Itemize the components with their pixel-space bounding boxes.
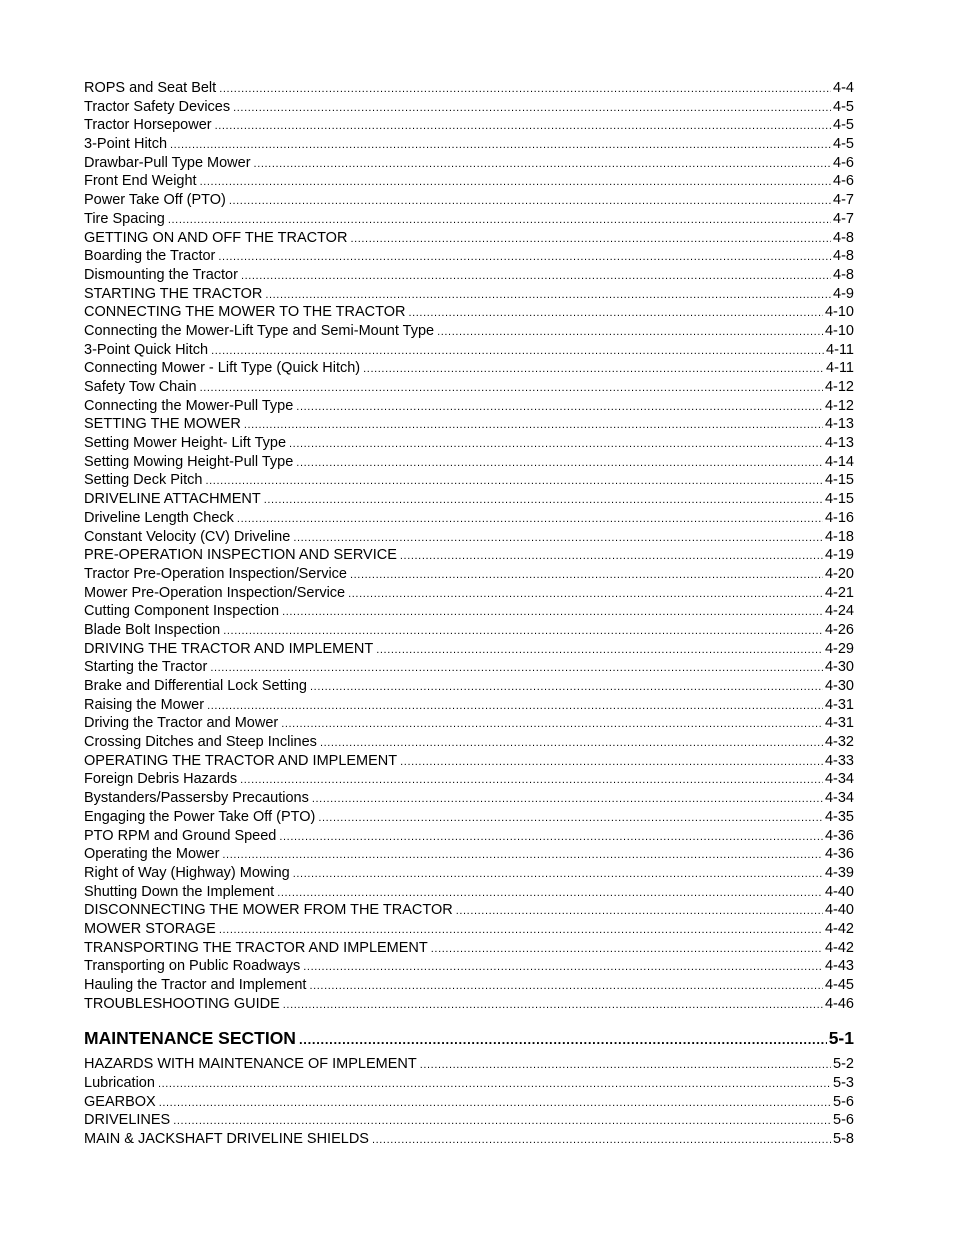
toc-entry-title: 3-Point Hitch <box>84 136 168 153</box>
toc-entry-page: 5-6 <box>833 1093 854 1110</box>
dot-leader <box>408 304 823 323</box>
toc-entry[interactable] <box>84 434 854 453</box>
dot-leader <box>320 734 823 753</box>
toc-entry-title: STARTING THE TRACTOR <box>84 285 263 302</box>
toc-entry[interactable] <box>84 322 854 341</box>
toc-entry-page: 5-6 <box>833 1112 854 1129</box>
toc-entry-page: 4-40 <box>824 883 854 900</box>
dot-leader <box>293 865 823 884</box>
toc-entry[interactable] <box>84 1130 854 1149</box>
toc-entry-title: Dismounting the Tractor <box>84 266 238 283</box>
toc-entry[interactable] <box>84 565 854 584</box>
toc-section-page: 5-1 <box>828 1028 854 1049</box>
toc-entry-title: DRIVING THE TRACTOR AND IMPLEMENT <box>84 640 374 657</box>
toc-entry-title: Safety Tow Chain <box>84 379 197 395</box>
dot-leader <box>400 547 823 566</box>
toc-entry-page: 4-13 <box>824 416 854 433</box>
toc-entry-title: ROPS and Seat Belt <box>84 80 217 96</box>
toc-entry-title: Tractor Pre-Operation Inspection/Service <box>84 565 347 582</box>
toc-entry-title: Drawbar-Pull Type Mower <box>84 154 251 171</box>
toc-entry-page: 4-21 <box>824 584 854 601</box>
toc-entry[interactable] <box>84 415 854 434</box>
toc-entry-page: 4-26 <box>824 621 854 638</box>
toc-entry-title: DRIVELINE ATTACHMENT <box>84 491 261 508</box>
dot-leader <box>309 977 823 996</box>
toc-entry-title: Crossing Ditches and Steep Inclines <box>84 734 317 751</box>
toc-entry-page: 4-11 <box>826 341 854 358</box>
toc-entry-title: CONNECTING THE MOWER TO THE TRACTOR <box>84 304 406 321</box>
dot-leader <box>318 809 823 828</box>
toc-entry-page: 4-15 <box>824 491 854 508</box>
toc-entry-title: Power Take Off (PTO) <box>84 192 226 209</box>
toc-entry[interactable] <box>84 939 854 958</box>
toc-entry[interactable] <box>84 714 854 733</box>
toc-entry-title: Bystanders/Passersby Precautions <box>84 790 309 807</box>
toc-entry-page: 4-7 <box>833 210 854 227</box>
toc-entry-page: 4-16 <box>824 509 854 526</box>
toc-entry-page: 4-31 <box>824 715 854 732</box>
toc-entry-title: Right of Way (Highway) Mowing <box>84 864 290 881</box>
toc-entry[interactable] <box>84 901 854 920</box>
toc-entry-title: Blade Bolt Inspection <box>84 621 221 638</box>
dot-leader <box>299 1025 827 1055</box>
toc-entry-page: 4-10 <box>824 304 854 321</box>
toc-entry-title: Setting Deck Pitch <box>84 472 203 489</box>
toc-entry-title: Connecting the Mower-Pull Type <box>84 397 294 414</box>
toc-entry-title: DISCONNECTING THE MOWER FROM THE TRACTOR <box>84 902 453 919</box>
toc-entry[interactable] <box>84 378 854 397</box>
dot-leader <box>237 510 823 529</box>
toc-entry[interactable] <box>84 210 854 229</box>
dot-leader <box>293 529 823 548</box>
dot-leader <box>348 585 823 604</box>
dot-leader <box>244 416 823 435</box>
toc-entry-page: 4-12 <box>824 397 854 414</box>
dot-leader <box>281 715 823 734</box>
dot-leader <box>372 1131 831 1150</box>
dot-leader <box>303 958 823 977</box>
dot-leader <box>229 192 831 211</box>
toc-entry-page: 5-8 <box>833 1131 854 1148</box>
toc-entry[interactable] <box>84 191 854 210</box>
toc-entry[interactable] <box>84 172 854 191</box>
toc-group-maintenance <box>84 1055 854 1148</box>
toc-entry-title: Engaging the Power Take Off (PTO) <box>84 808 316 825</box>
dot-leader <box>211 342 824 361</box>
toc-entry[interactable] <box>84 770 854 789</box>
dot-leader <box>279 828 823 847</box>
toc-entry[interactable] <box>84 135 854 154</box>
toc-entry-title: Shutting Down the Implement <box>84 883 275 900</box>
dot-leader <box>431 940 823 959</box>
toc-entry-page: 4-5 <box>833 98 854 115</box>
dot-leader <box>168 211 831 230</box>
toc-entry-title: Constant Velocity (CV) Driveline <box>84 528 291 545</box>
toc-entry-page: 4-34 <box>824 790 854 807</box>
toc-entry-title: Connecting the Mower-Lift Type and Semi-Mount Type <box>84 322 435 339</box>
dot-leader <box>350 230 831 249</box>
dot-leader <box>207 697 823 716</box>
dot-leader <box>264 491 823 510</box>
toc-entry-page: 4-6 <box>833 154 854 171</box>
toc-entry[interactable] <box>84 1111 854 1130</box>
toc-entry-title: TRANSPORTING THE TRACTOR AND IMPLEMENT <box>84 939 428 956</box>
toc-entry[interactable] <box>84 98 854 117</box>
toc-entry-title: Foreign Debris Hazards <box>84 771 238 788</box>
dot-leader <box>219 80 831 99</box>
toc-entry-title: Operating the Mower <box>84 846 220 863</box>
toc-entry-title: Setting Mower Height- Lift Type <box>84 435 287 452</box>
toc-entry[interactable] <box>84 453 854 472</box>
toc-section-title: MAINTENANCE SECTION <box>84 1028 296 1049</box>
toc-entry-page: 4-30 <box>824 659 854 676</box>
toc-entry-title: 3-Point Quick Hitch <box>84 341 209 358</box>
toc-entry-page: 4-36 <box>824 827 854 844</box>
toc-entry[interactable] <box>84 640 854 659</box>
dot-leader <box>233 99 831 118</box>
toc-group-operation <box>84 79 854 1013</box>
toc-entry-title: Connecting Mower - Lift Type (Quick Hitch) <box>84 360 361 377</box>
toc-entry[interactable] <box>84 789 854 808</box>
toc-entry[interactable] <box>84 303 854 322</box>
dot-leader <box>205 472 822 491</box>
dot-leader <box>218 248 831 267</box>
toc-entry-page: 4-40 <box>824 902 854 919</box>
dot-leader <box>350 566 823 585</box>
dot-leader <box>420 1056 831 1075</box>
toc-entry-page: 4-35 <box>824 808 854 825</box>
toc-entry-page: 4-33 <box>824 752 854 769</box>
dot-leader <box>312 790 823 809</box>
toc-entry-page: 4-39 <box>824 864 854 881</box>
toc-entry[interactable] <box>84 285 854 304</box>
toc-entry-page: 4-18 <box>824 528 854 545</box>
toc-entry-page: 5-3 <box>833 1075 854 1092</box>
toc-entry[interactable] <box>84 528 854 547</box>
toc-entry[interactable] <box>84 247 854 266</box>
toc-entry-title: SETTING THE MOWER <box>84 416 241 433</box>
toc-entry[interactable] <box>84 677 854 696</box>
toc-entry-page: 4-11 <box>826 360 854 377</box>
dot-leader <box>170 136 831 155</box>
toc-entry-page: 4-42 <box>824 920 854 937</box>
toc-entry[interactable] <box>84 883 854 902</box>
toc-entry-page: 4-43 <box>824 958 854 975</box>
toc-entry[interactable] <box>84 266 854 285</box>
toc-entry-title: Mower Pre-Operation Inspection/Service <box>84 584 346 601</box>
toc-section-heading[interactable] <box>84 1023 854 1053</box>
dot-leader <box>222 846 823 865</box>
toc-entry[interactable] <box>84 116 854 135</box>
toc-entry-page: 5-2 <box>833 1056 854 1073</box>
toc-entry-title: Driveline Length Check <box>84 509 234 526</box>
dot-leader <box>210 659 823 678</box>
toc-entry[interactable] <box>84 621 854 640</box>
toc-entry-page: 4-34 <box>824 771 854 788</box>
toc-entry[interactable] <box>84 976 854 995</box>
toc-entry[interactable] <box>84 957 854 976</box>
toc-entry-page: 4-8 <box>833 266 854 283</box>
dot-leader <box>200 379 823 398</box>
dot-leader <box>173 1112 831 1131</box>
toc-entry[interactable] <box>84 1055 854 1074</box>
toc-entry-page: 4-5 <box>833 117 854 134</box>
toc-entry[interactable] <box>84 864 854 883</box>
toc-entry[interactable] <box>84 154 854 173</box>
dot-leader <box>296 454 823 473</box>
toc-entry-title: MOWER STORAGE <box>84 920 216 937</box>
toc-entry[interactable] <box>84 827 854 846</box>
dot-leader <box>219 921 823 940</box>
toc-entry-page: 4-31 <box>824 696 854 713</box>
toc-entry-page: 4-12 <box>824 379 854 395</box>
toc-entry-page: 4-42 <box>824 939 854 956</box>
toc-entry-page: 4-20 <box>824 565 854 582</box>
toc-entry-title: Tire Spacing <box>84 210 165 227</box>
toc-entry-page: 4-19 <box>824 547 854 564</box>
toc-entry-page: 4-32 <box>824 734 854 751</box>
toc-entry-title: Lubrication <box>84 1075 155 1092</box>
dot-leader <box>376 641 823 660</box>
toc-entry-title: Brake and Differential Lock Setting <box>84 678 308 694</box>
toc-entry-title: Cutting Component Inspection <box>84 603 280 620</box>
toc-entry-title: Tractor Horsepower <box>84 117 212 134</box>
toc-entry[interactable] <box>84 546 854 565</box>
toc-entry[interactable] <box>84 808 854 827</box>
dot-leader <box>437 323 823 342</box>
dot-leader <box>400 753 823 772</box>
toc-entry-title: Tractor Safety Devices <box>84 98 231 115</box>
toc-entry-title: PTO RPM and Ground Speed <box>84 827 277 844</box>
toc-entry-page: 4-10 <box>824 322 854 339</box>
toc-entry[interactable] <box>84 733 854 752</box>
toc-entry-page: 4-9 <box>833 285 854 302</box>
toc-entry[interactable] <box>84 584 854 603</box>
toc-entry[interactable] <box>84 79 854 98</box>
toc-entry[interactable] <box>84 752 854 771</box>
table-of-contents <box>84 79 854 1149</box>
toc-entry-page: 4-15 <box>824 472 854 489</box>
toc-entry-title: HAZARDS WITH MAINTENANCE OF IMPLEMENT <box>84 1056 417 1073</box>
toc-entry[interactable] <box>84 341 854 360</box>
toc-entry[interactable] <box>84 696 854 715</box>
toc-entry[interactable] <box>84 602 854 621</box>
dot-leader <box>254 155 831 174</box>
toc-entry-title: Transporting on Public Roadways <box>84 958 301 975</box>
toc-entry-page: 4-7 <box>833 192 854 209</box>
toc-entry-title: Front End Weight <box>84 173 197 190</box>
toc-entry-page: 4-46 <box>824 995 854 1012</box>
toc-entry[interactable] <box>84 471 854 490</box>
dot-leader <box>363 360 824 379</box>
dot-leader <box>223 622 823 641</box>
toc-entry[interactable] <box>84 509 854 528</box>
toc-entry[interactable] <box>84 1093 854 1112</box>
toc-entry-title: Boarding the Tractor <box>84 248 216 265</box>
toc-entry-title: Starting the Tractor <box>84 659 208 676</box>
toc-entry-title: TROUBLESHOOTING GUIDE <box>84 995 280 1012</box>
dot-leader <box>289 435 823 454</box>
toc-entry[interactable] <box>84 397 854 416</box>
dot-leader <box>215 117 831 136</box>
toc-entry[interactable] <box>84 1074 854 1093</box>
toc-entry-title: Setting Mowing Height-Pull Type <box>84 453 294 470</box>
toc-entry-title: Raising the Mower <box>84 696 205 713</box>
toc-entry-page: 4-29 <box>824 640 854 657</box>
dot-leader <box>159 1094 831 1113</box>
dot-leader <box>456 902 823 921</box>
toc-entry-page: 4-36 <box>824 846 854 863</box>
toc-entry-title: MAIN & JACKSHAFT DRIVELINE SHIELDS <box>84 1131 369 1148</box>
toc-entry-page: 4-4 <box>833 80 854 96</box>
toc-entry-title: Hauling the Tractor and Implement <box>84 977 307 993</box>
toc-entry-title: PRE-OPERATION INSPECTION AND SERVICE <box>84 547 397 564</box>
dot-leader <box>158 1075 831 1094</box>
dot-leader <box>200 173 831 192</box>
toc-entry[interactable] <box>84 490 854 509</box>
toc-entry-title: DRIVELINES <box>84 1112 171 1129</box>
toc-entry-title: GEARBOX <box>84 1093 156 1110</box>
toc-entry-page: 4-6 <box>833 173 854 190</box>
toc-entry[interactable] <box>84 920 854 939</box>
toc-entry-page: 4-24 <box>824 603 854 620</box>
toc-entry-page: 4-45 <box>824 977 854 993</box>
dot-leader <box>240 771 823 790</box>
dot-leader <box>265 286 831 305</box>
toc-entry[interactable] <box>84 658 854 677</box>
dot-leader <box>310 678 823 697</box>
toc-entry-title: OPERATING THE TRACTOR AND IMPLEMENT <box>84 752 398 769</box>
toc-entry-page: 4-13 <box>824 435 854 452</box>
toc-entry-page: 4-5 <box>833 136 854 153</box>
toc-entry-page: 4-8 <box>833 248 854 265</box>
dot-leader <box>283 996 823 1015</box>
toc-entry-title: GETTING ON AND OFF THE TRACTOR <box>84 229 348 246</box>
toc-entry-page: 4-14 <box>824 453 854 470</box>
toc-entry[interactable] <box>84 845 854 864</box>
toc-entry[interactable] <box>84 359 854 378</box>
dot-leader <box>296 398 823 417</box>
dot-leader <box>277 884 823 903</box>
toc-entry-page: 4-30 <box>824 678 854 694</box>
dot-leader <box>241 267 831 286</box>
toc-entry[interactable] <box>84 229 854 248</box>
toc-entry-title: Driving the Tractor and Mower <box>84 715 279 732</box>
toc-entry[interactable] <box>84 995 854 1014</box>
dot-leader <box>282 603 823 622</box>
toc-entry-page: 4-8 <box>833 229 854 246</box>
